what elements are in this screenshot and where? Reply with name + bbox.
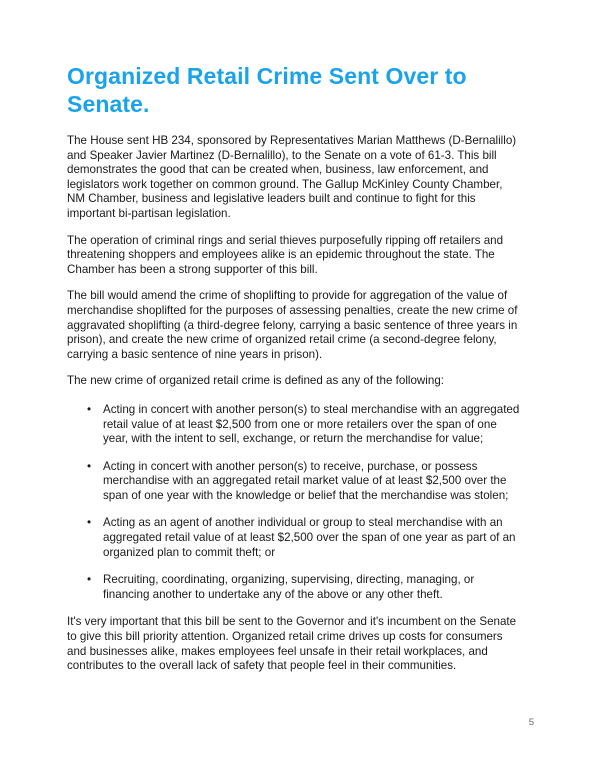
- paragraph-criminal-rings: The operation of criminal rings and serial thieves purposefully ripping off retailers and threatening shoppers and employees alike is an epidemic throughout the state. The Chamber has been a strong supporter of this bill.: [67, 233, 504, 276]
- page-number: 5: [528, 717, 534, 728]
- paragraph-bill-amendment: The bill would amend the crime of shoplifting to provide for aggregation of the value of merchandise shoplifted for the purposes of assessing penalties, create the new crime of aggravated shoplifting (a third-degree felony, carrying a basic sentence of three years in prison), and create the new crime of organized retail crime (a second-degree felony, carrying a basic sentence of nine years in prison).: [67, 289, 518, 361]
- paragraph-definition-intro: The new crime of organized retail crime is defined as any of the following:: [67, 374, 444, 388]
- list-item-text: Acting in concert with another person(s) to steal merchandise with an aggregated retail value of at least $2,500 from one or more retailers over the span of one year, with the intent to sell, exchange, or return the merchandise for value;: [103, 402, 520, 446]
- list-item-text: Acting in concert with another person(s) to receive, purchase, or possess merchandise with an aggregated retail market value of at least $2,500 over the span of one year with the knowledge or belief that the merchandise was stolen;: [103, 459, 509, 502]
- list-item: [67, 573, 522, 602]
- paragraph-closing: It's very important that this bill be sent to the Governor and it's incumbent on the Senate to give this bill priority attention. Organized retail crime drives up costs for consumers and businesses alike, makes employees feel unsafe in their retail workplaces, and contributes to the overall lack of safety that people feel in their communities.: [67, 615, 517, 673]
- bullet-icon: •: [87, 402, 92, 416]
- list-item: [67, 516, 522, 560]
- list-item: [67, 460, 522, 504]
- bullet-icon: •: [87, 573, 92, 587]
- document-page: [67, 62, 522, 686]
- paragraph-hb234: The House sent HB 234, sponsored by Representatives Marian Matthews (D-Bernalillo) and Speaker Javier Martinez (D-Bernalillo), to the Senate on a vote of 61-3. This bill demonstrates the good that can be created when, business, law enforcement, and legislators work together on common ground. The Gallup McKinley County Chamber, NM Chamber, business and legislative leaders built and continue to fight for this important bi-partisan legislation.: [67, 134, 517, 220]
- document-title: Organized Retail Crime Sent Over to Senate.: [67, 63, 467, 117]
- definition-list: [67, 403, 522, 603]
- list-item-text: Acting as an agent of another individual or group to steal merchandise with an aggregated retail value of at least $2,500 over the span of one year as part of an organized plan to commit theft; or: [103, 516, 516, 559]
- list-item-text: Recruiting, coordinating, organizing, supervising, directing, managing, or financing another to undertake any of the above or any other theft.: [103, 573, 475, 601]
- list-item: [67, 403, 522, 447]
- bullet-icon: •: [87, 516, 92, 530]
- bullet-icon: •: [87, 459, 92, 473]
